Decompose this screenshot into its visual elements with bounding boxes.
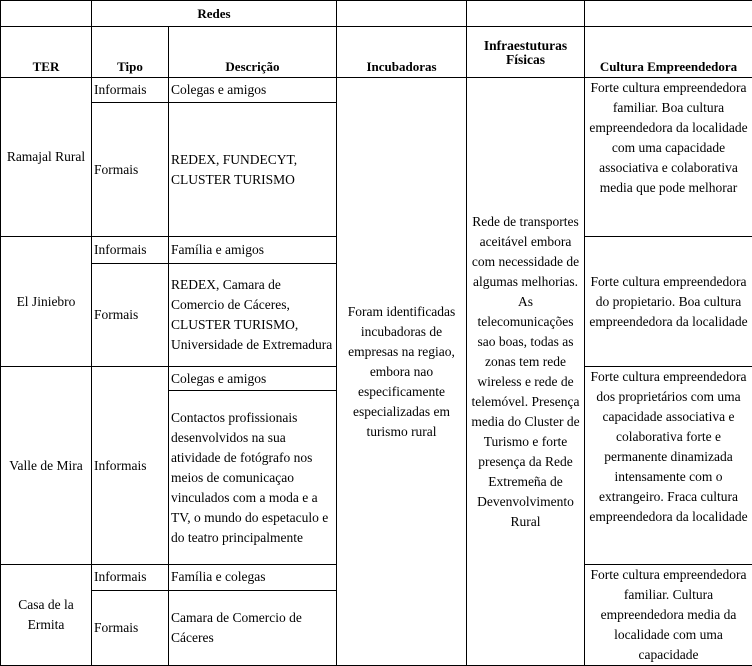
- tipo-informais: Informais: [92, 237, 169, 264]
- descricao-cell: Colegas e amigos: [169, 367, 337, 391]
- descricao-cell: Colegas e amigos: [169, 78, 337, 103]
- header-tipo: Tipo: [92, 27, 169, 78]
- tipo-informais: Informais: [92, 78, 169, 103]
- header-empty-2: [337, 1, 467, 27]
- header-ter: TER: [1, 27, 92, 78]
- tipo-formais: Formais: [92, 103, 169, 237]
- header-empty-4: [585, 1, 752, 27]
- infraestruturas-cell: Rede de transportes aceitável embora com necessidade de algumas melhorias. As telecomunicações sao boas, todas as zonas tem rede wireless e rede de telemóvel. Presença media do Cluster de Turismo e forte presença da Rede Extremeña de Devenvolvimento Rural: [467, 78, 585, 666]
- header-cultura: Cultura Empreendedora: [585, 27, 752, 78]
- header-infraestruturas: Infraestuturas Físicas: [467, 27, 585, 78]
- ter-el-jiniebro: El Jiniebro: [1, 237, 92, 367]
- header-redes: Redes: [92, 1, 337, 27]
- ter-valle-de-mira: Valle de Mira: [1, 367, 92, 565]
- cultura-valle-de-mira: Forte cultura empreendedora dos proprietários com uma capacidade associativa e colaborativa forte e permanente dinamizada intensamente com o extrangeiro. Fraca cultura empreendedora da localidade: [585, 367, 752, 565]
- ter-ramajal-rural: Ramajal Rural: [1, 78, 92, 237]
- header-descricao: Descrição: [169, 27, 337, 78]
- header-empty-3: [467, 1, 585, 27]
- incubadoras-cell: Foram identificadas incubadoras de empresas na regiao, embora nao especificamente especializadas em turismo rural: [337, 78, 467, 666]
- tipo-formais: Formais: [92, 590, 169, 666]
- tipo-informais: Informais: [92, 367, 169, 565]
- descricao-cell: Camara de Comercio de Cáceres: [169, 590, 337, 666]
- descricao-cell: Contactos profissionais desenvolvidos na sua atividade de fotógrafo nos meios de comunicaçao vinculados com a moda e a TV, o mundo do espetaculo e do teatro principalmente: [169, 391, 337, 565]
- ter-casa-de-la-ermita: Casa de la Ermita: [1, 565, 92, 666]
- tipo-formais: Formais: [92, 264, 169, 367]
- cultura-el-jiniebro: Forte cultura empreendedora do propietario. Boa cultura empreendedora da localidade: [585, 237, 752, 367]
- cultura-ramajal-rural: Forte cultura empreendedora familiar. Boa cultura empreendedora da localidade com uma capacidade associativa e colaborativa media que pode melhorar: [585, 78, 752, 237]
- descricao-cell: Família e amigos: [169, 237, 337, 264]
- cultura-casa-de-la-ermita: Forte cultura empreendedora familiar. Cultura empreendedora media da localidade com uma capacidade: [585, 565, 752, 666]
- descricao-cell: REDEX, FUNDECYT, CLUSTER TURISMO: [169, 103, 337, 237]
- header-empty: [1, 1, 92, 27]
- descricao-cell: Família e colegas: [169, 565, 337, 591]
- tipo-informais: Informais: [92, 565, 169, 591]
- descricao-cell: REDEX, Camara de Comercio de Cáceres, CLUSTER TURISMO, Universidade de Extremadura: [169, 264, 337, 367]
- header-incubadoras: Incubadoras: [337, 27, 467, 78]
